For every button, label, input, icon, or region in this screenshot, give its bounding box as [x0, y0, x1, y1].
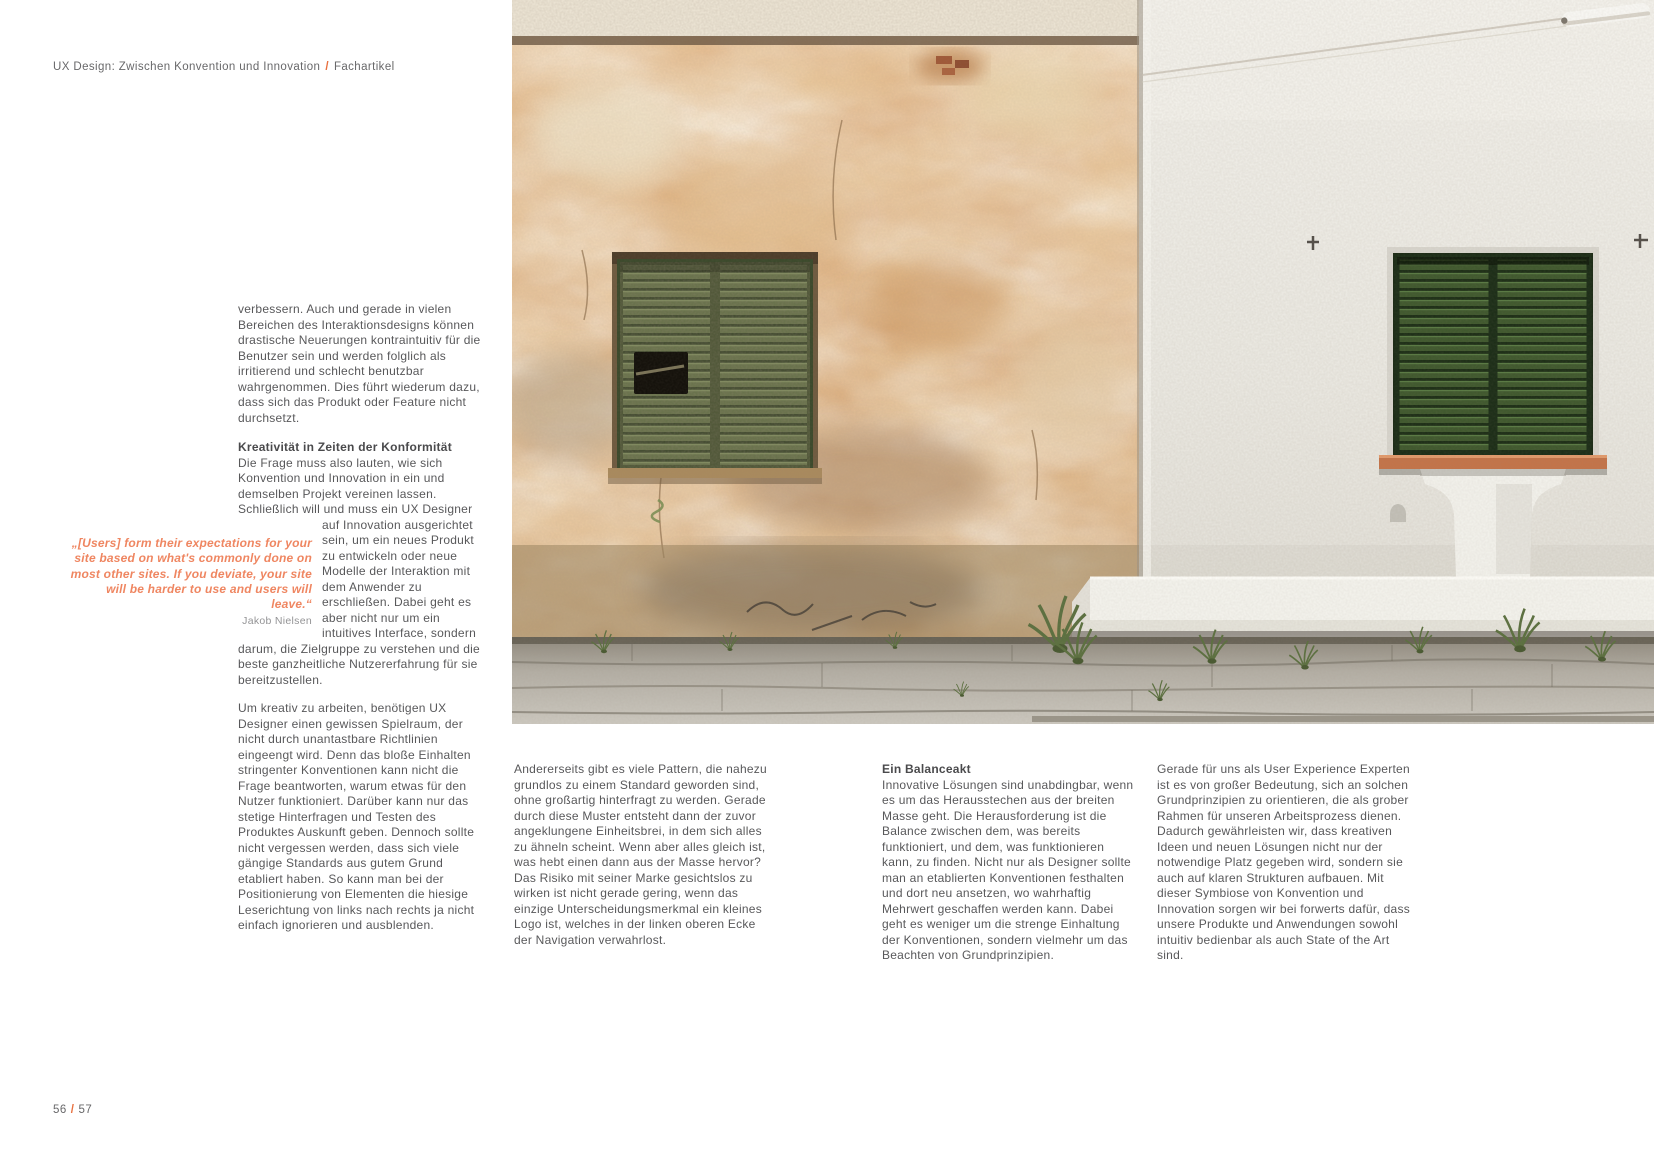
paragraph: Andererseits gibt es viele Pattern, die nahezu grundlos zu einem Standard geworden sind, ohne großartig hinterfragt zu werden. Gerade durch diese Muster entsteht dann der zuvor angeklungene Einheitsbrei, in dem sich alles zu ähneln scheint. Wenn aber alles gleich ist, was hebt einen dann aus der Masse hervor? Das Risiko mit seiner Marke gesichtslos zu wirken ist nicht gerade gering, wenn das einzige Unterscheidungsmerkmal ein kleines Logo ist, welches in der linken oberen Ecke der Navigation verwahrlost. [514, 762, 767, 947]
paragraph: Gerade für uns als User Experience Experten ist es von großer Bedeutung, sich an solchen Grundprinzipien zu orientieren, die als grober Rahmen für unseren Arbeitsprozess dienen. Dadurch gewährleisten wir, dass kreativen Ideen und neuen Lösungen nicht nur der notwendige Platz gegeben wird, sondern sie auch auf klaren Strukturen aufbauen. Mit dieser Symbiose von Konvention und Innovation sorgen wir bei forwerts dafür, dass unsere Produkte und Anwendungen sowohl intuitiv bedienbar als auch State of the Art sind. [1157, 762, 1410, 962]
paragraph: verbessern. Auch und gerade in vielen Bereichen des Interaktionsdesigns können drastische Neuerungen kontraintuitiv für die Benutzer sein und werden folglich als irritierend und schlecht benutzbar wahrgenommen. Dies führt wiederum dazu, dass sich das Produkt oder Feature nicht durchsetzt. [238, 302, 481, 425]
pull-quote [62, 536, 312, 627]
header-category: Fachartikel [333, 61, 395, 73]
section-heading-balanceakt: Ein Balanceakt [882, 762, 971, 776]
article-column-2 [514, 762, 769, 948]
section-heading-konformitaet: Kreativität in Zeiten der Konformität [238, 440, 452, 454]
page-number [53, 1104, 92, 1116]
pull-quote-attribution: Jakob Nielsen [242, 615, 312, 628]
header-separator: / [325, 61, 329, 73]
paragraph-text: Die Frage muss also lauten, wie sich Konvention und Innovation in ein und demselben Projekt vereinen lassen. Schließlich will und muss ein UX Designer [238, 455, 473, 516]
page-number-right: 57 [78, 1104, 93, 1116]
facade-photo-illustration [512, 0, 1654, 724]
breadcrumb [53, 61, 395, 73]
paragraph: Um kreativ zu arbeiten, benötigen UX Designer einen gewissen Spielraum, der nicht durch unantastbare Richtlinien eingeengt wird. Denn das bloße Einhalten stringenter Konventionen kann nicht die Frage beantworten, warum etwas für den Nutzer funktioniert. Darüber kann nur das stetige Hinterfragen und Testen des Produktes Auskunft geben. Dennoch sollte nicht vergessen werden, dass sich viele gängige Standards aus gutem Grund etabliert haben. So kann man bei der Positionierung von Elementen die hiesige Leserichtung von links nach rechts ja nicht einfach ignorieren und ausblenden. [238, 701, 475, 932]
header-title: UX Design: Zwischen Konvention und Innovation [53, 61, 321, 73]
page-number-left: 56 [53, 1104, 67, 1116]
article-column-4 [1157, 762, 1415, 964]
article-column-3 [882, 762, 1134, 964]
paragraph: Innovative Lösungen sind unabdingbar, wenn es um das Herausstechen aus der breiten Masse geht. Die Herausforderung ist die Balance zwischen dem, was bereits funktioniert, und dem, was funktionieren kann, zu finden. Nicht nur als Designer sollte man an etablierten Konventionen festhalten und dort neu ansetzen, wo wahrhaftig Mehrwert geschaffen werden kann. Dabei geht es weniger um die strenge Einhaltung der Konventionen, sondern vielmehr um das Beachten von Grundprinzipien. [882, 777, 1134, 962]
page-number-separator: / [70, 1104, 75, 1116]
article-photo [512, 0, 1654, 724]
paragraph-text: auf Innovation ausgerichtet sein, um ein neues Produkt zu entwickeln oder neue Modelle der Interaktion mit dem Anwender zu erschließen. Dabei geht es aber nicht nur um ein intuitives Interface, sondern darum, die Zielgruppe zu verstehen und die beste ganzheitliche Nutzererfahrung für sie bereitzustellen. [238, 517, 480, 687]
pull-quote-text: „[Users] form their expectations for your site based on what's commonly done on most other sites. If you deviate, your site will be harder to use and users will leave.“ [70, 536, 312, 612]
